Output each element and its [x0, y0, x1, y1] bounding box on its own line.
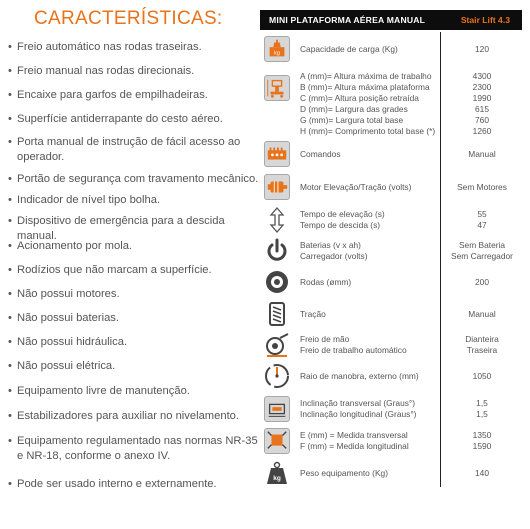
dimensions-icon: [264, 75, 290, 101]
spec-label: Motor Elevação/Tração (volts): [300, 182, 412, 192]
feature-item: • Pode ser usado interno e externamente.: [8, 477, 260, 492]
spec-label: B (mm)= Altura máxima plataforma: [300, 82, 430, 92]
feature-item: • Freio automático nas rodas traseiras.: [8, 40, 260, 55]
spec-label: Peso equipamento (Kg): [300, 468, 388, 478]
spec-label: H (mm)= Comprimento total base (*): [300, 126, 436, 136]
spec-value: Manual: [468, 309, 496, 319]
wheel-icon: [264, 269, 290, 295]
spec-value: 1,5: [476, 398, 488, 408]
feature-item: • Encaixe para garfos de empilhadeiras.: [8, 88, 260, 103]
spec-value: 120: [475, 44, 489, 54]
load-capacity-icon: [264, 36, 290, 62]
spec-label: Freio de trabalho automático: [300, 345, 407, 355]
spec-label: Raio de manobra, externo (mm): [300, 371, 419, 381]
spec-value: 2300: [472, 82, 492, 92]
spec-value: 1990: [472, 93, 492, 103]
svg-text:kg: kg: [273, 475, 281, 482]
spec-value: Dianteira: [465, 334, 499, 344]
feature-item: • Freio manual nas rodas direcionais.: [8, 64, 260, 79]
feature-item: • Portão de segurança com travamento mecânico.: [8, 172, 260, 187]
spec-label: D (mm)= Largura das grades: [300, 104, 408, 114]
spec-label: Baterias (v x ah): [300, 240, 361, 250]
spec-label: Tempo de descida (s): [300, 220, 381, 230]
spec-label: Rodas (ømm): [300, 277, 352, 287]
weight-icon: [264, 460, 290, 486]
spec-label: G (mm)= Largura total base: [300, 115, 404, 125]
spec-label: Comandos: [300, 149, 341, 159]
feature-item: • Não possui hidráulica.: [8, 335, 260, 350]
spec-label: Carregador (volts): [300, 251, 368, 261]
features-title: CARACTERÍSTICAS:: [34, 8, 223, 29]
feature-item: • Porta manual de instrução de fácil acesso ao operador.: [8, 135, 260, 165]
feature-item: • Não possui elétrica.: [8, 359, 260, 374]
spec-value: 1260: [472, 126, 492, 136]
spec-value: 1,5: [476, 409, 488, 419]
spec-value: Manual: [468, 149, 496, 159]
svg-text:kg: kg: [274, 50, 280, 57]
feature-item: • Superfície antiderrapante do cesto aéreo.: [8, 112, 260, 127]
feature-item: • Rodízios que não marcam a superfície.: [8, 263, 260, 278]
spec-label: Freio de mão: [300, 334, 350, 344]
spec-value: 47: [477, 220, 487, 230]
spec-label: E (mm) = Medida transversal: [300, 430, 408, 440]
inclination-icon: [264, 396, 290, 422]
spec-value: 1050: [472, 371, 492, 381]
spec-label: Inclinação transversal (Graus°): [300, 398, 416, 408]
spec-value: 200: [475, 277, 489, 287]
feature-item: • Não possui baterias.: [8, 311, 260, 326]
spec-label: C (mm)= Altura posição retraída: [300, 93, 419, 103]
motor-icon: [264, 174, 290, 200]
feature-item: • Dispositivo de emergência para a descida manual.: [8, 214, 260, 244]
traction-icon: [264, 301, 290, 327]
turning-radius-icon: [264, 363, 290, 389]
spec-value: Sem Bateria: [458, 240, 506, 250]
spec-value: Sem Carregador: [451, 251, 513, 261]
spec-label: Capacidade de carga (Kg): [300, 44, 398, 54]
spec-table-header: [260, 10, 522, 30]
spec-value: 4300: [472, 71, 492, 81]
controls-icon: [264, 141, 290, 167]
spec-label: Inclinação longitudinal (Graus°): [300, 409, 417, 419]
feature-item: • Estabilizadores para auxiliar no nivelamento.: [8, 409, 260, 424]
column-divider: [440, 32, 441, 487]
spec-value: 1590: [472, 441, 492, 451]
feature-item: • Equipamento livre de manutenção.: [8, 384, 260, 399]
feature-item: • Indicador de nível tipo bolha.: [8, 193, 260, 208]
model-name: Stair Lift 4.3: [460, 15, 510, 25]
spec-label: A (mm)= Altura máxima de trabalho: [300, 71, 432, 81]
spec-value: Sem Motores: [457, 182, 507, 192]
spec-label: Tração: [300, 309, 326, 319]
spec-value: 55: [477, 209, 487, 219]
spec-label: F (mm) = Medida longitudinal: [300, 441, 409, 451]
outriggers-icon: [264, 428, 290, 454]
feature-item: • Acionamento por mola.: [8, 239, 260, 254]
spec-value: 1350: [472, 430, 492, 440]
up-down-arrows-icon: [264, 207, 290, 233]
spec-value: 615: [475, 104, 489, 114]
brake-icon: [264, 332, 290, 358]
spec-value: Traseira: [466, 345, 498, 355]
spec-value: 760: [475, 115, 489, 125]
spec-value: 140: [475, 468, 489, 478]
product-category: MINI PLATAFORMA AÉREA MANUAL: [269, 15, 426, 25]
power-icon: [264, 238, 290, 264]
feature-item: • Equipamento regulamentado nas normas NR-35 e NR-18, conforme o anexo IV.: [8, 434, 260, 464]
spec-label: Tempo de elevação (s): [300, 209, 385, 219]
feature-item: • Não possui motores.: [8, 287, 260, 302]
